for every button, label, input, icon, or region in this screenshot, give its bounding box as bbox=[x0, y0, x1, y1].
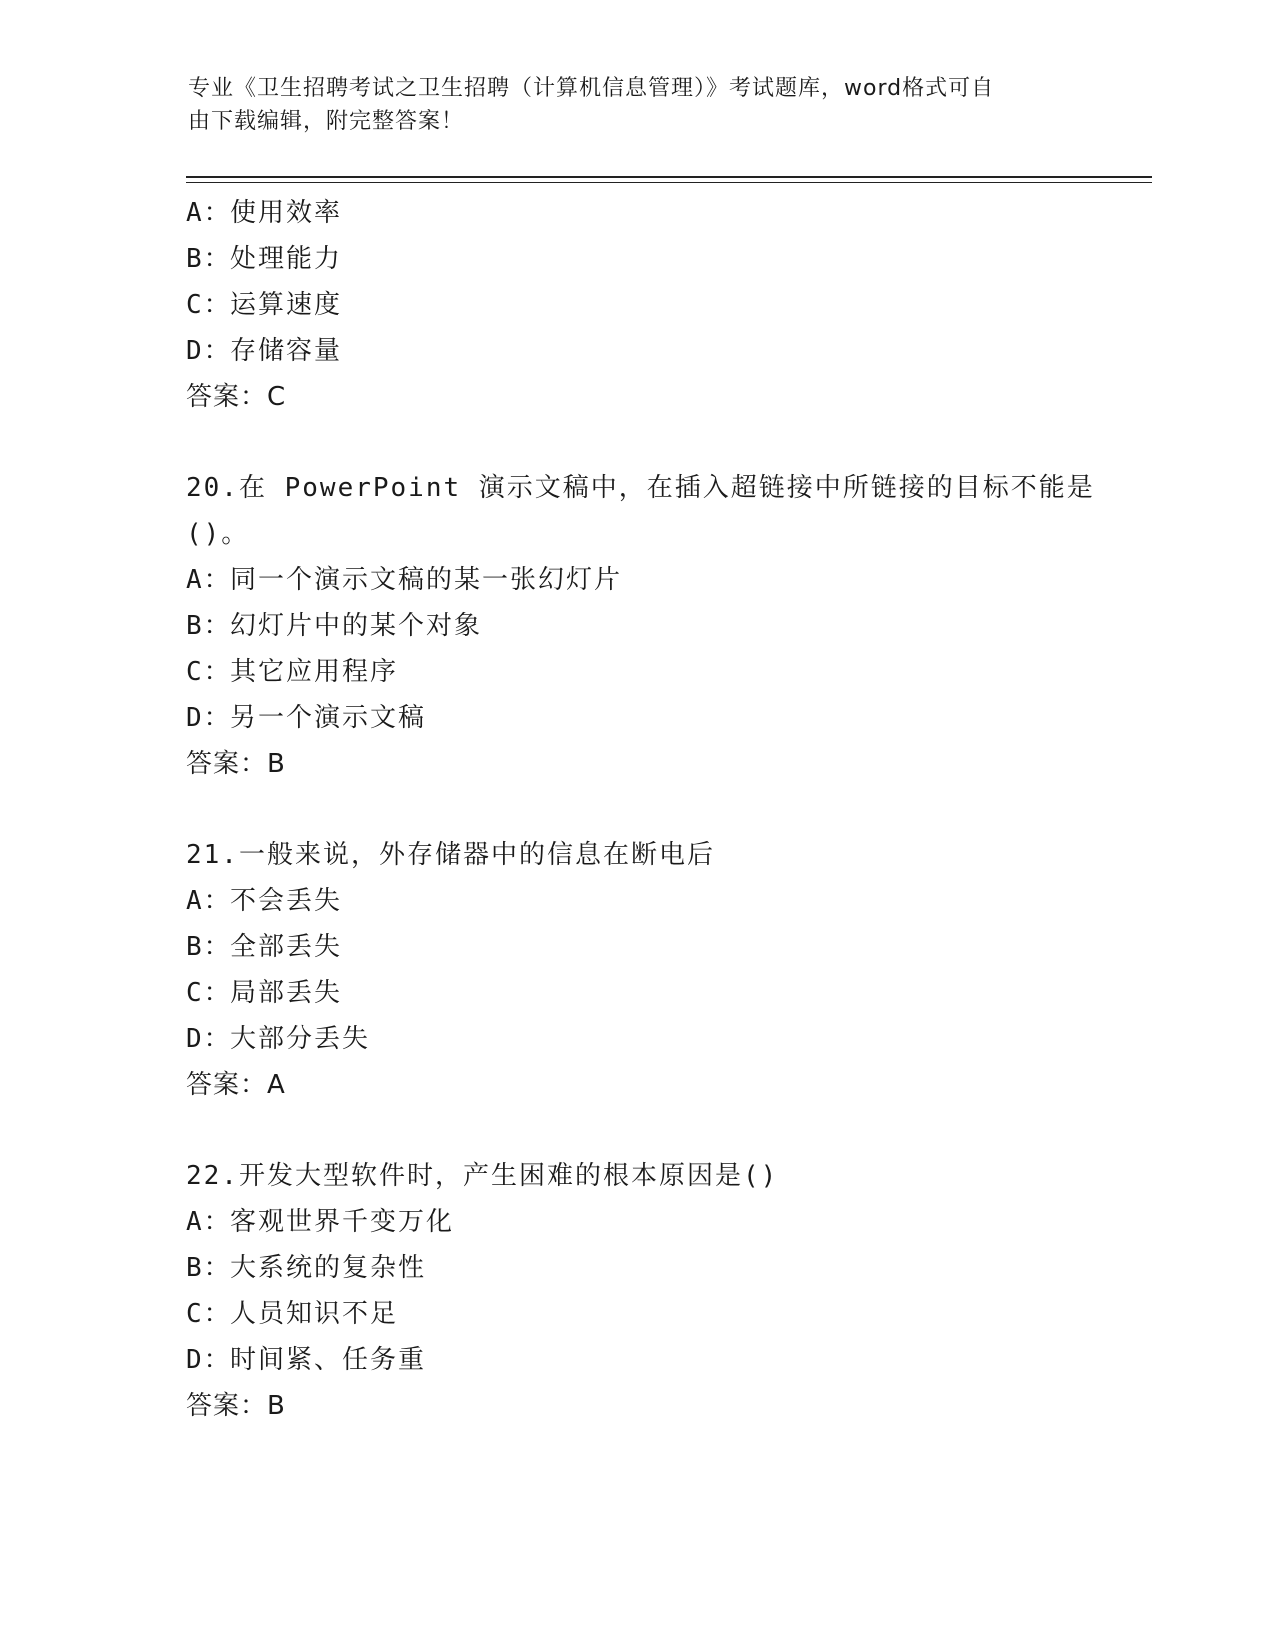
option-text: 幻灯片中的某个对象 bbox=[230, 611, 483, 641]
option-letter: A： bbox=[186, 1207, 232, 1237]
option-letter: D： bbox=[186, 336, 232, 366]
option-text: 全部丢失 bbox=[230, 932, 343, 962]
option-letter: B： bbox=[186, 244, 232, 274]
option-text: 大系统的复杂性 bbox=[230, 1253, 427, 1283]
option-text: 存储容量 bbox=[230, 336, 343, 366]
question-21 bbox=[186, 832, 1086, 1108]
option-text: 另一个演示文稿 bbox=[230, 703, 427, 733]
option-letter: A： bbox=[186, 565, 232, 595]
option-letter: D： bbox=[186, 1345, 232, 1375]
option-letter: B： bbox=[186, 1253, 232, 1283]
option-letter: D： bbox=[186, 703, 232, 733]
option-a bbox=[186, 878, 1086, 924]
option-a bbox=[186, 190, 1086, 236]
option-text: 不会丢失 bbox=[230, 886, 343, 916]
option-letter: C： bbox=[186, 978, 232, 1008]
header-divider-thick bbox=[186, 176, 1152, 178]
question-stem: 21.一般来说，外存储器中的信息在断电后 bbox=[186, 840, 715, 870]
option-c bbox=[186, 1291, 1086, 1337]
question-stem: 22.开发大型软件时，产生困难的根本原因是() bbox=[186, 1161, 779, 1191]
answer-line: 答案：C bbox=[186, 382, 287, 412]
option-text: 人员知识不足 bbox=[230, 1299, 399, 1329]
option-text: 使用效率 bbox=[230, 198, 343, 228]
question-stem: 20.在 PowerPoint 演示文稿中，在插入超链接中所链接的目标不能是 bbox=[186, 473, 1095, 503]
option-text: 大部分丢失 bbox=[230, 1024, 371, 1054]
option-text: 客观世界千变万化 bbox=[230, 1207, 455, 1237]
header-line-2: 由下载编辑，附完整答案！ bbox=[188, 109, 465, 134]
option-text: 局部丢失 bbox=[230, 978, 343, 1008]
question-22 bbox=[186, 1153, 1086, 1429]
option-b bbox=[186, 603, 1086, 649]
header-line-1: 专业《卫生招聘考试之卫生招聘（计算机信息管理）》考试题库，word格式可自 bbox=[188, 76, 995, 101]
option-c bbox=[186, 649, 1086, 695]
option-text: 运算速度 bbox=[230, 290, 343, 320]
question-list bbox=[186, 190, 1095, 1429]
option-b bbox=[186, 236, 1086, 282]
question-stem-continued: ()。 bbox=[186, 519, 250, 549]
option-letter: C： bbox=[186, 657, 232, 687]
option-letter: C： bbox=[186, 1299, 232, 1329]
option-d bbox=[186, 695, 1086, 741]
option-text: 其它应用程序 bbox=[230, 657, 399, 687]
answer-line: 答案：B bbox=[186, 1391, 286, 1421]
option-b bbox=[186, 924, 1086, 970]
option-a bbox=[186, 557, 1086, 603]
question-20 bbox=[186, 465, 1095, 787]
option-text: 时间紧、任务重 bbox=[230, 1345, 427, 1375]
option-c bbox=[186, 282, 1086, 328]
option-letter: A： bbox=[186, 886, 232, 916]
document-header bbox=[188, 72, 1068, 138]
option-b bbox=[186, 1245, 1086, 1291]
option-letter: D： bbox=[186, 1024, 232, 1054]
option-c bbox=[186, 970, 1086, 1016]
question-19 bbox=[186, 190, 1086, 420]
answer-line: 答案：A bbox=[186, 1070, 286, 1100]
header-divider-thin bbox=[186, 182, 1152, 183]
option-d bbox=[186, 328, 1086, 374]
option-text: 同一个演示文稿的某一张幻灯片 bbox=[230, 565, 623, 595]
option-letter: B： bbox=[186, 932, 232, 962]
option-text: 处理能力 bbox=[230, 244, 343, 274]
option-a bbox=[186, 1199, 1086, 1245]
option-d bbox=[186, 1016, 1086, 1062]
answer-line: 答案：B bbox=[186, 749, 286, 779]
option-d bbox=[186, 1337, 1086, 1383]
option-letter: B： bbox=[186, 611, 232, 641]
option-letter: C： bbox=[186, 290, 232, 320]
option-letter: A： bbox=[186, 198, 232, 228]
